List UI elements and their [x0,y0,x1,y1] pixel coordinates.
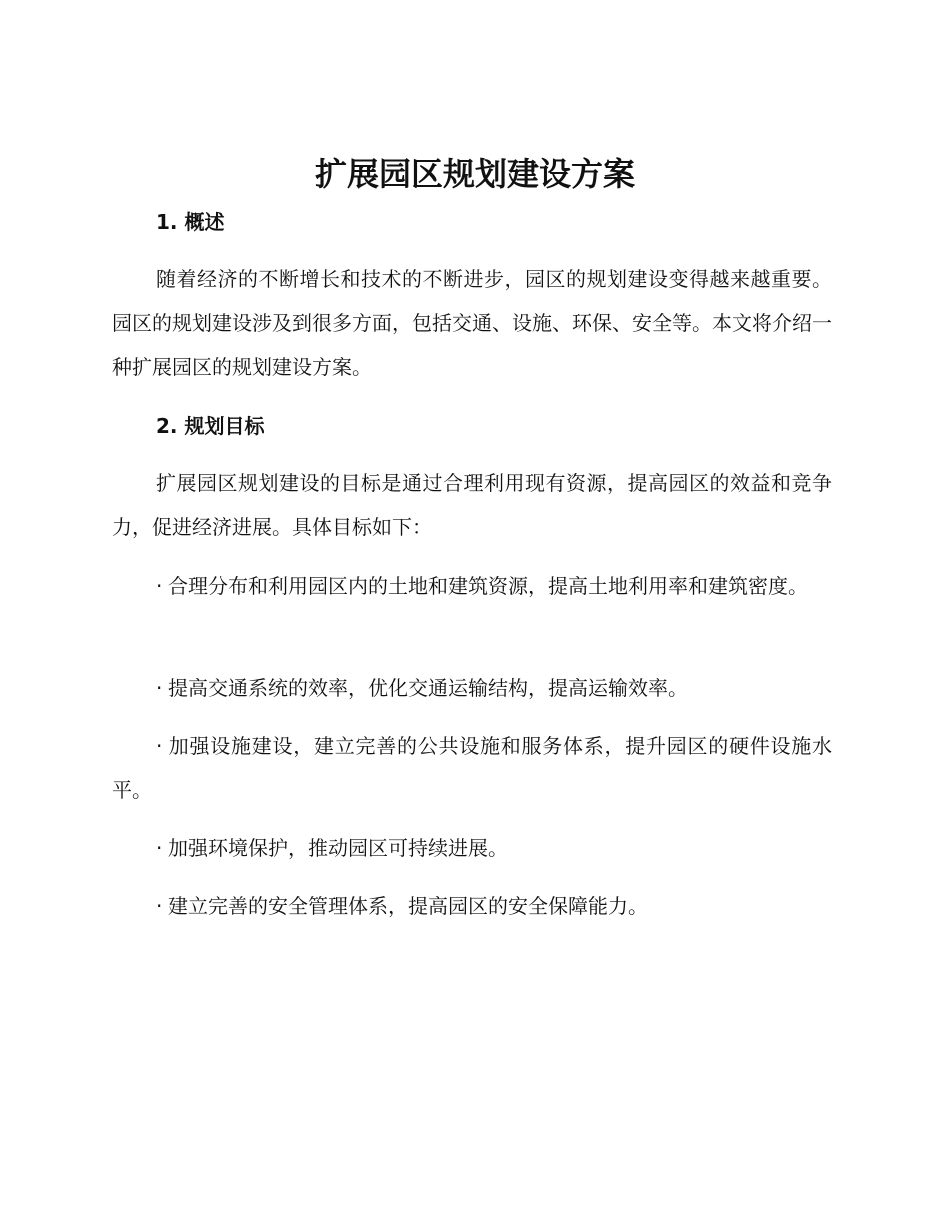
goal-text: 建立完善的安全管理体系，提高园区的安全保障能力。 [168,894,648,918]
bullet-mark: · [156,734,163,758]
goal-list-item [112,826,832,870]
bullet-mark: · [156,574,163,598]
goal-text: 加强设施建设，建立完善的公共设施和服务体系，提升园区的硬件设施水平。 [112,734,832,802]
overview-paragraph: 随着经济的不断增长和技术的不断进步，园区的规划建设变得越来越重要。园区的规划建设涉及到很多方面，包括交通、设施、环保、安全等。本文将介绍一种扩展园区的规划建设方案。 [112,267,832,379]
goal-list-item [112,884,832,928]
goal-text: 加强环境保护，推动园区可持续进展。 [168,836,508,860]
document-title: 扩展园区规划建设方案 [314,155,635,193]
goals-paragraph: 扩展园区规划建设的目标是通过合理利用现有资源，提高园区的效益和竞争力，促进经济进展。具体目标如下： [112,471,832,539]
bullet-mark: · [156,676,163,700]
section-heading-overview: 1. 概述 [156,210,225,234]
goal-text: 合理分布和利用园区内的土地和建筑资源，提高土地利用率和建筑密度。 [168,574,808,598]
bullet-mark: · [156,836,163,860]
goal-list-item [112,724,832,812]
section-heading-goals: 2. 规划目标 [156,414,265,438]
goal-text: 提高交通系统的效率，优化交通运输结构，提高运输效率。 [168,676,688,700]
goal-list-item [112,564,832,608]
goal-list-item [112,666,832,710]
bullet-mark: · [156,894,163,918]
